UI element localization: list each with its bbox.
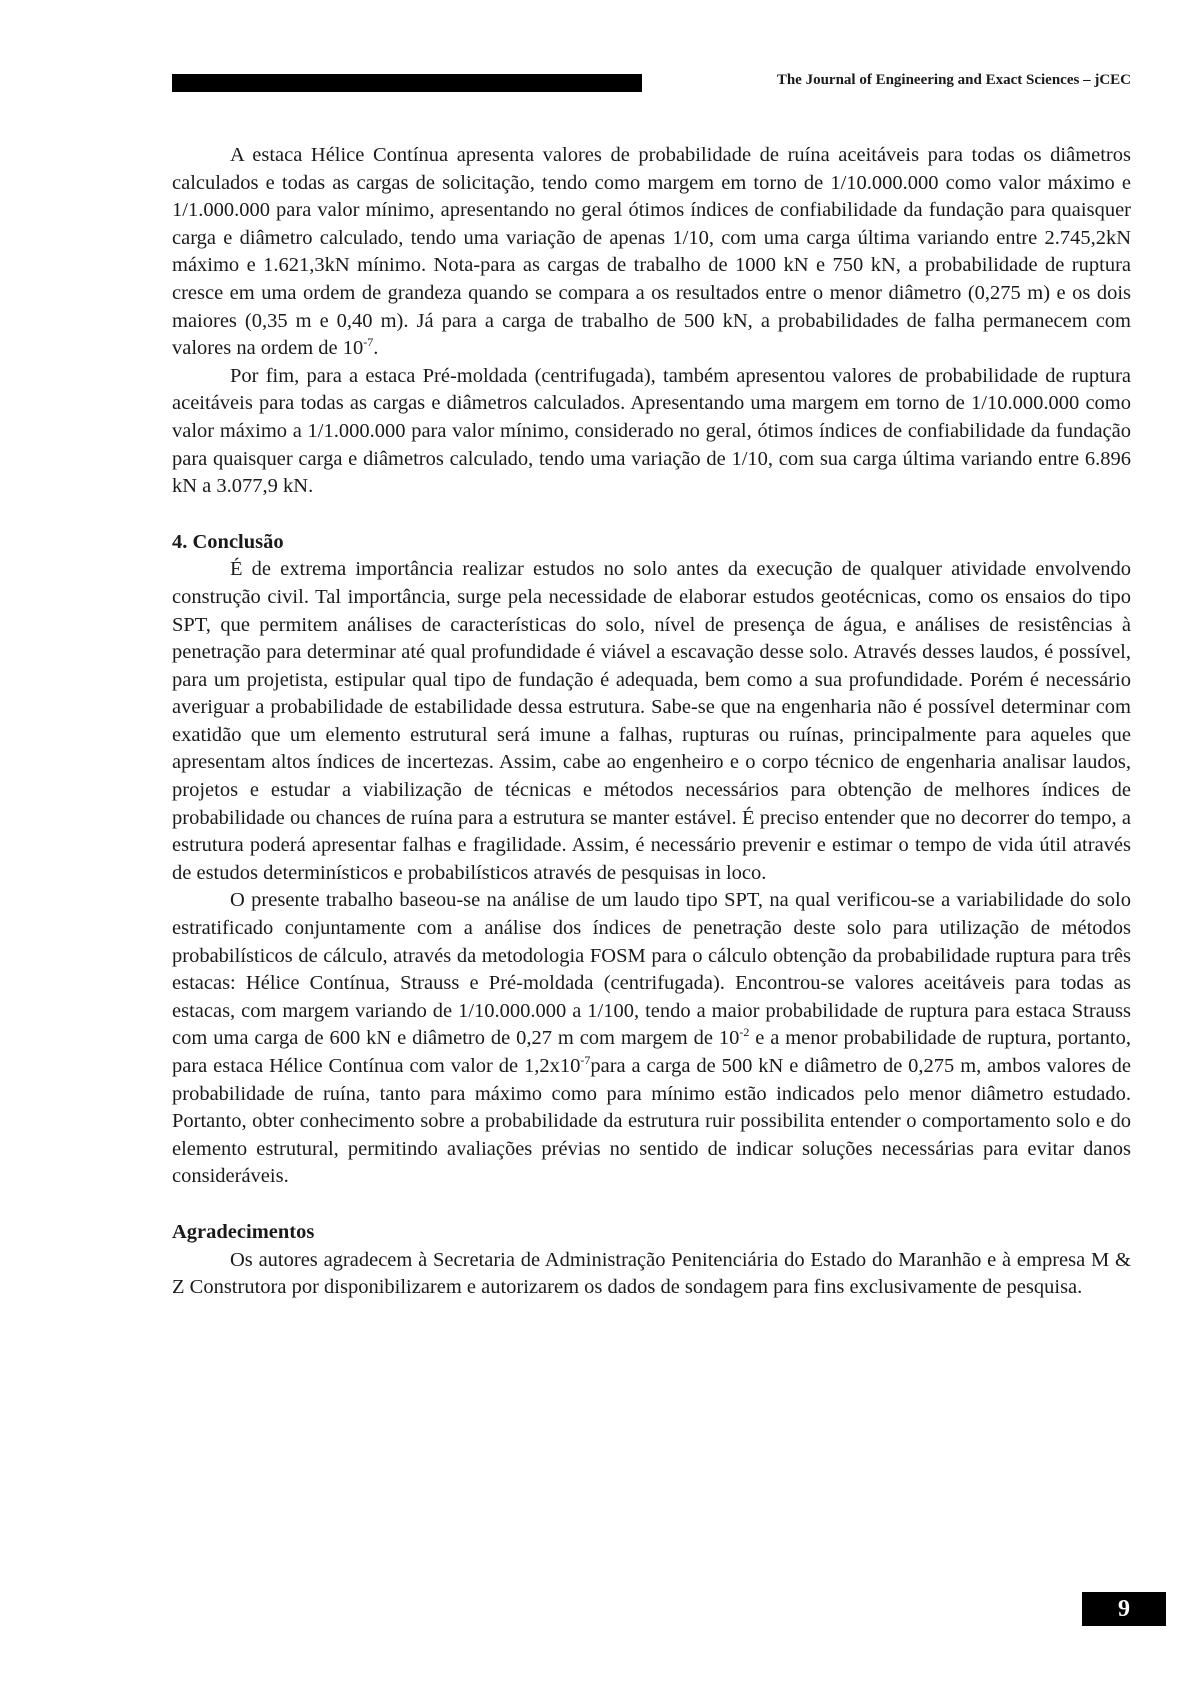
paragraph-text: e a menor probabilidade de ruptura, portanto, para estaca Hélice Contínua com valor de 1,2x10 bbox=[172, 1027, 1131, 1077]
body-paragraph-1 bbox=[172, 142, 1131, 363]
section-heading-conclusion: 4. Conclusão bbox=[172, 530, 284, 553]
header-rule-bar bbox=[172, 74, 642, 92]
conclusion-paragraph-2 bbox=[172, 887, 1131, 1191]
section-heading-acknowledgements: Agradecimentos bbox=[172, 1220, 315, 1243]
journal-title: The Journal of Engineering and Exact Sciences – jCEC bbox=[776, 72, 1131, 88]
exponent: -7 bbox=[580, 1053, 591, 1068]
page-number: 9 bbox=[1082, 1592, 1166, 1626]
exponent: -2 bbox=[739, 1025, 750, 1040]
paragraph-text: . bbox=[373, 337, 379, 360]
body-paragraph-2: Por fim, para a estaca Pré-moldada (centrifugada), também apresentou valores de probabilidade de ruptura aceitáveis para todas as cargas e diâmetros calculados. Apresentando uma margem em torno de 1/10.000.000 como valor máximo a 1/1.000.000 para valor mínimo, considerado no geral, ótimos índices de confiabilidade da fundação para quaisquer carga e diâmetros calculado, tendo uma variação de 1/10, com sua carga última variando entre 6.896 kN a 3.077,9 kN. bbox=[172, 364, 1131, 498]
paragraph-text: para a carga de 500 kN e diâmetro de 0,275 m, ambos valores de probabilidade de ruína, tanto para máximo como para mínimo estão indicados pelo menor diâmetro estudado. Portanto, obter conhecimento sobre a probabilidade da estrutura ruir possibilita entender o comportamento solo e do elemento estrutural, permitindo avaliações prévias no sentido de indicar soluções necessárias para evitar danos consideráveis. bbox=[172, 1055, 1131, 1188]
paragraph-text: O presente trabalho baseou-se na análise de um laudo tipo SPT, na qual verificou-se a variabilidade do solo estratificado conjuntamente com a análise dos índices de penetração deste solo para utilização de métodos probabilísticos de cálculo, através da metodologia FOSM para o cálculo obtenção da probabilidade ruptura para três estacas: Hélice Contínua, Strauss e Pré-moldada (centrifugada). Encontrou-se valores aceitáveis para todas as estacas, com margem variando de 1/10.000.000 a 1/100, tendo a maior probabilidade de ruptura para estaca Strauss com uma carga de 600 kN e diâmetro de 0,27 m com margem de 10 bbox=[172, 889, 1131, 1050]
acknowledgements-paragraph: Os autores agradecem à Secretaria de Administração Penitenciária do Estado do Maranhão e à empresa M & Z Construtora por disponibilizarem e autorizarem os dados de sondagem para fins exclusivamente de pesquisa. bbox=[172, 1248, 1131, 1299]
conclusion-paragraph-1: É de extrema importância realizar estudos no solo antes da execução de qualquer atividade envolvendo construção civil. Tal importância, surge pela necessidade de elaborar estudos geotécnicas, como os ensaios do tipo SPT, que permitem análises de características do solo, nível de presença de água, e análises de resistências à penetração para determinar até qual profundidade é viável a escavação desse solo. Através desses laudos, é possível, para um projetista, estipular qual tipo de fundação é adequada, bem como a sua profundidade. Porém é necessário averiguar a probabilidade de estabilidade dessa estrutura. Sabe-se que na engenharia não é possível determinar com exatidão que um elemento estrutural será imune a falhas, rupturas ou ruínas, principalmente para aqueles que apresentam altos índices de incertezas. Assim, cabe ao engenheiro e o corpo técnico de engenharia analisar laudos, projetos e estudar a viabilização de técnicas e métodos necessários para obtenção de melhores índices de probabilidade ou chances de ruína para a estrutura se manter estável. É preciso entender que no decorrer do tempo, a estrutura poderá apresentar falhas e fragilidade. Assim, é necessário prevenir e estimar o tempo de vida útil através de estudos determinísticos e probabilísticos através de pesquisas in loco. bbox=[172, 558, 1131, 884]
exponent: -7 bbox=[363, 335, 374, 350]
page-content bbox=[172, 142, 1131, 1302]
paragraph-text: A estaca Hélice Contínua apresenta valores de probabilidade de ruína aceitáveis para todas os diâmetros calculados e todas as cargas de solicitação, tendo como margem em torno de 1/10.000.000 como valor máximo e 1/1.000.000 para valor mínimo, apresentando no geral ótimos índices de confiabilidade da fundação para quaisquer carga e diâmetro calculado, tendo uma variação de apenas 1/10, com uma carga última variando entre 2.745,2kN máximo e 1.621,3kN mínimo. Nota-para as cargas de trabalho de 1000 kN e 750 kN, a probabilidade de ruptura cresce em uma ordem de grandeza quando se compara a os resultados entre o menor diâmetro (0,275 m) e os dois maiores (0,35 m e 0,40 m). Já para a carga de trabalho de 500 kN, a probabilidades de falha permanecem com valores na ordem de 10 bbox=[172, 144, 1131, 360]
